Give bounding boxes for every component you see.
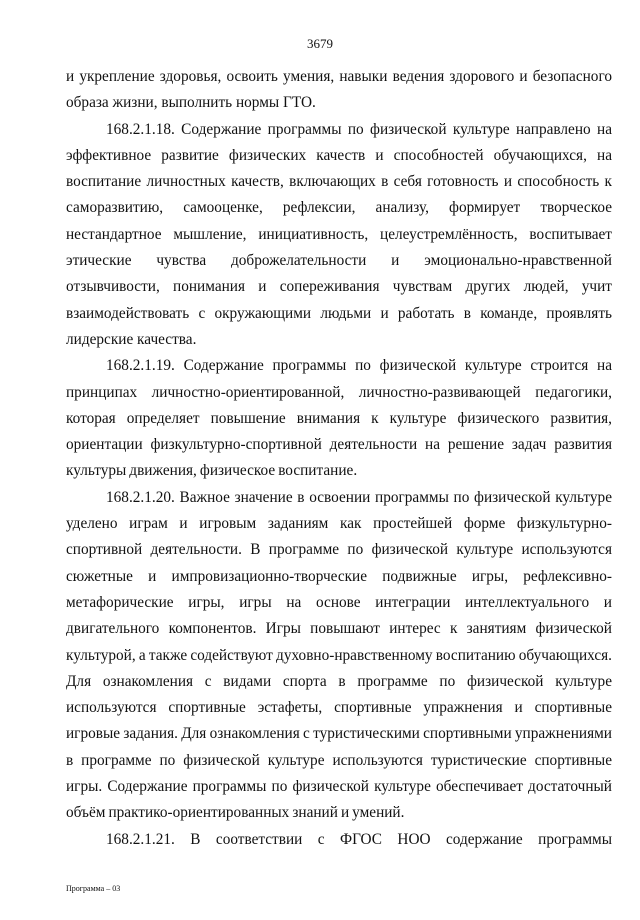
document-body	[66, 64, 612, 853]
paragraph-168-2-1-20: 168.2.1.20. Важное значение в освоении программы по физической культуре уделено играм и игровым заданиям как простейшей форме физкультурно-спортивной деятельности. В программе по физической культуре используются сюжетные и импровизационно-творческие подвижные игры, рефлексивно-метафорические игры, игры на основе интеграции интеллектуального и двигательного компонентов. Игры повышают интерес к занятиям физической культурой, а также содействуют духовно-нравственному воспитанию обучающихся. Для ознакомления с видами спорта в программе по физической культуре используются спортивные эстафеты, спортивные упражнения и спортивные игровые задания. Для ознакомления с туристическими спортивными упражнениями в программе по физической культуре используются туристические спортивные игры. Содержание программы по физической культуре обеспечивает достаточный объём практико-ориентированных знаний и умений.	[66, 488, 612, 822]
paragraph-168-2-1-18: 168.2.1.18. Содержание программы по физической культуре направлено на эффективное развитие физических качеств и способностей обучающихся, на воспитание личностных качеств, включающих в себя готовность и способность к саморазвитию, самооценке, рефлексии, анализу, формирует творческое нестандартное мышление, инициативность, целеустремлённость, воспитывает этические чувства доброжелательности и эмоционально-нравственной отзывчивости, понимания и сопереживания чувствам других людей, учит взаимодействовать с окружающими людьми и работать в команде, проявлять лидерские качества.	[66, 120, 612, 348]
page-number: 3679	[307, 36, 333, 51]
paragraph-continuation: и укрепление здоровья, освоить умения, навыки ведения здорового и безопасного образа жизни, выполнить нормы ГТО.	[66, 68, 612, 112]
page-footer: Программа – 03	[66, 884, 121, 893]
paragraph-168-2-1-19: 168.2.1.19. Содержание программы по физической культуре строится на принципах личностно-ориентированной, личностно-развивающей педагогики, которая определяет повышение внимания к культуре физического развития, ориентации физкультурно-спортивной деятельности на решение задач развития культуры движения, физическое воспитание.	[66, 357, 612, 480]
paragraph-168-2-1-21: 168.2.1.21. В соответствии с ФГОС НОО содержание программы	[106, 830, 612, 848]
